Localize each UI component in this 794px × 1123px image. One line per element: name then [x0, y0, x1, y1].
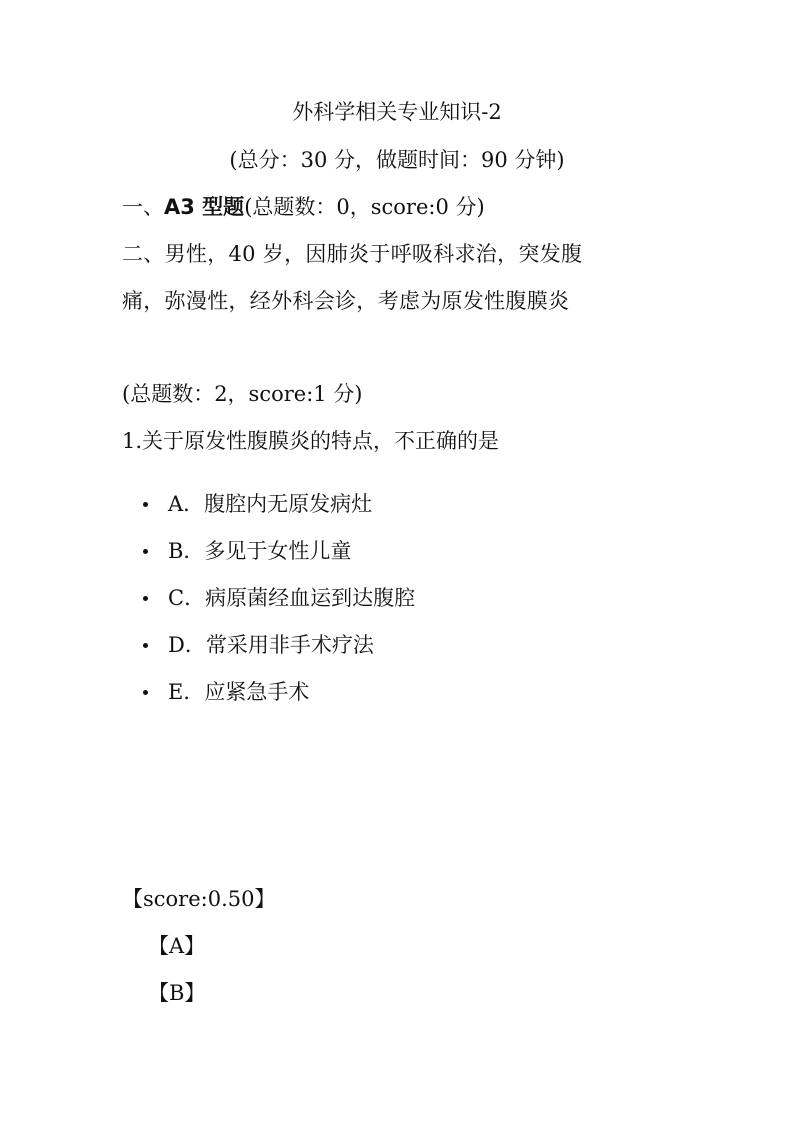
- option-item: [140, 584, 415, 631]
- document-title: 外科学相关专业知识-2: [292, 100, 502, 124]
- section1-type: A3 型题: [164, 195, 245, 219]
- section2-line2: 痛，弥漫性，经外科会诊，考虑为原发性腹膜炎: [122, 289, 570, 313]
- option-label: A．腹腔内无原发病灶: [168, 492, 373, 516]
- option-label: E．应紧急手术: [168, 680, 310, 704]
- document-subtitle: (总分：30 分，做题时间：90 分钟): [229, 148, 565, 172]
- question-text: 1.关于原发性腹膜炎的特点，不正确的是: [122, 429, 500, 453]
- bullet-icon: [143, 596, 148, 601]
- answer-a: 【A】: [148, 934, 206, 958]
- option-list: [140, 490, 415, 725]
- section1-prefix: 一、: [122, 195, 164, 219]
- bullet-icon: [143, 549, 148, 554]
- option-item: [140, 490, 415, 537]
- bullet-icon: [143, 643, 148, 648]
- bullet-icon: [143, 502, 148, 507]
- option-label: C．病原菌经血运到达腹腔: [168, 586, 416, 610]
- option-item: [140, 537, 415, 584]
- option-item: [140, 678, 415, 725]
- option-label: D．常采用非手术疗法: [168, 633, 374, 657]
- option-label: B．多见于女性儿童: [168, 539, 352, 563]
- section2-line1: 二、男性，40 岁，因肺炎于呼吸科求治，突发腹: [122, 242, 583, 266]
- question-info: (总题数：2，score:1 分): [122, 382, 363, 406]
- score-label: 【score:0.50】: [122, 887, 276, 911]
- answer-b: 【B】: [148, 981, 206, 1005]
- bullet-icon: [143, 690, 148, 695]
- section1-heading: [122, 193, 485, 221]
- option-item: [140, 631, 415, 678]
- section1-info: (总题数：0，score:0 分): [244, 195, 485, 219]
